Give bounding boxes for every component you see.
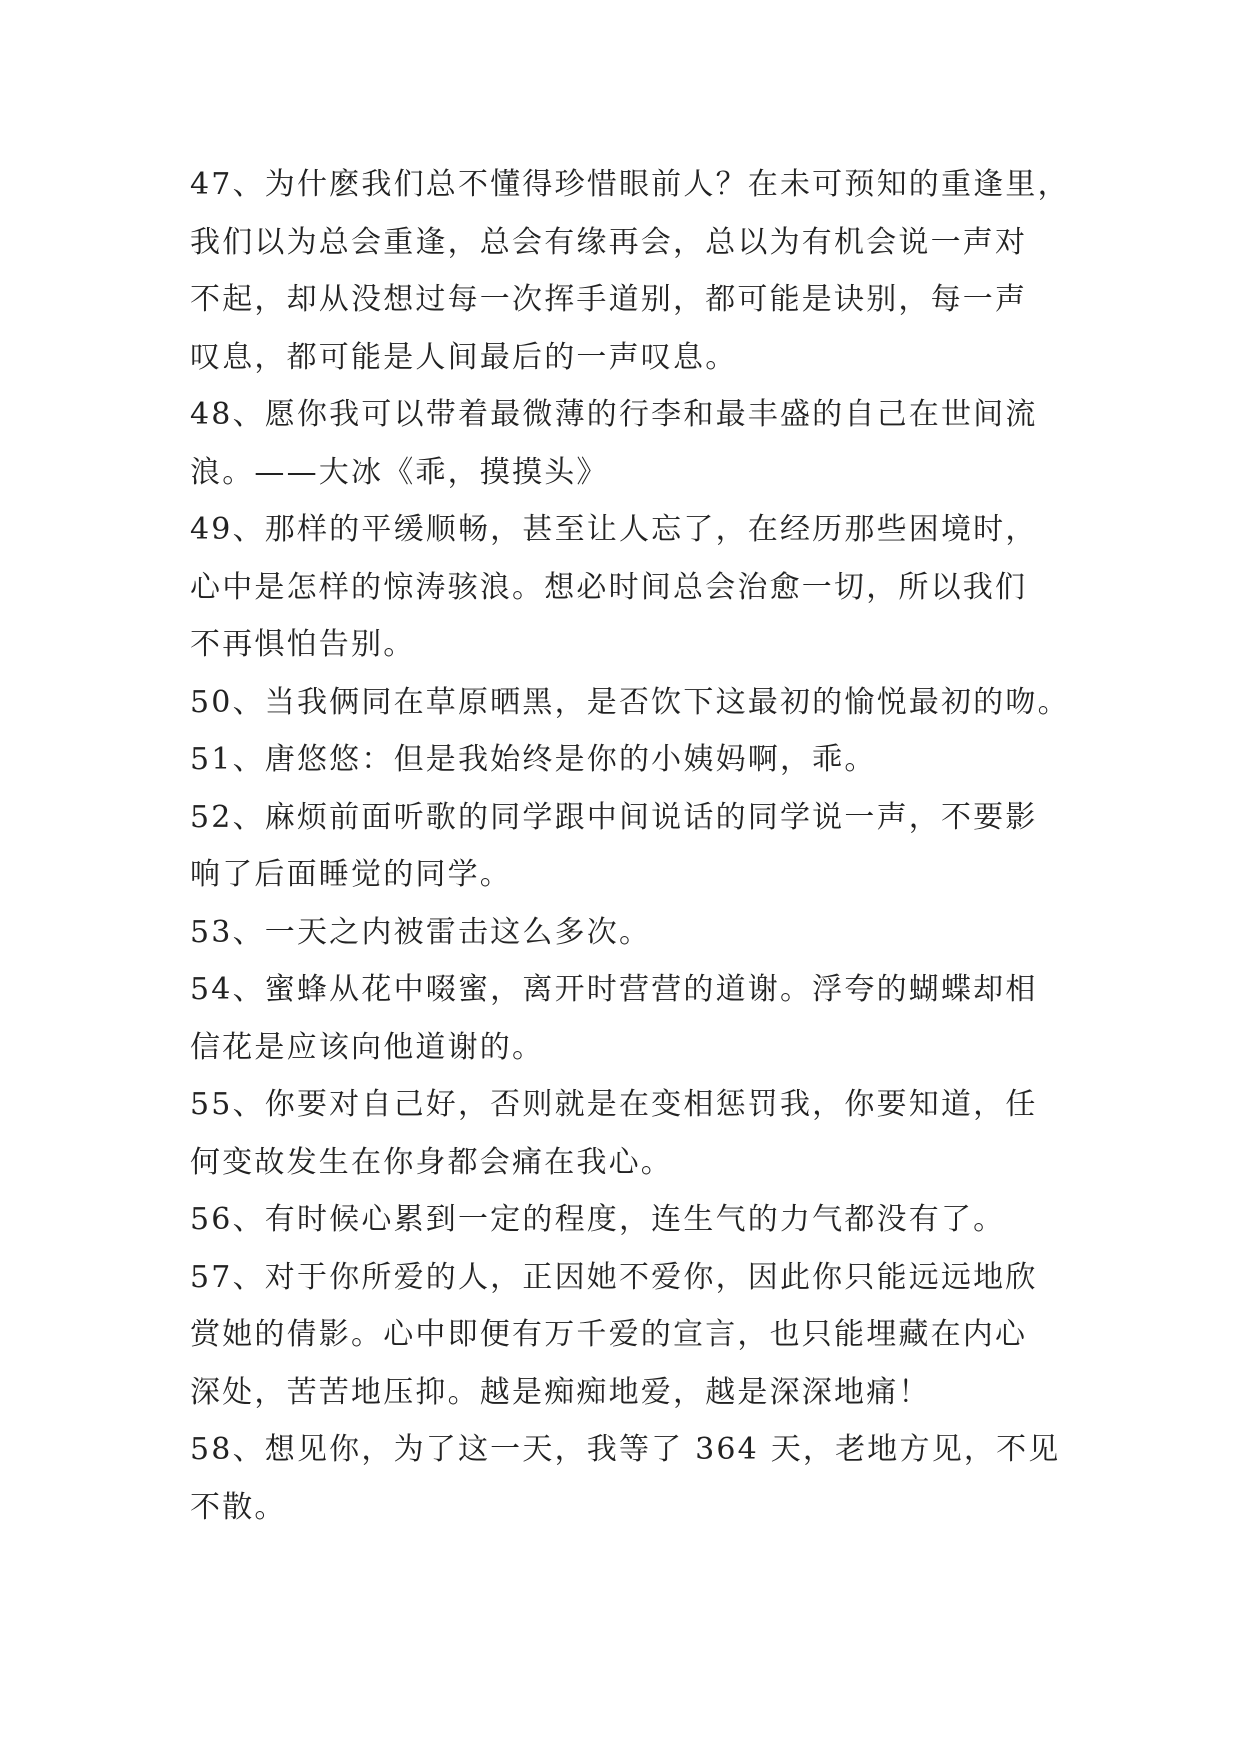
text-line: 何变故发生在你身都会痛在我心。	[190, 1144, 673, 1180]
text-line: 54、蜜蜂从花中啜蜜，离开时营营的道谢。浮夸的蝴蝶却相	[190, 972, 1038, 1007]
text-line: 响了后面睡觉的同学。	[190, 857, 512, 892]
text-line: 55、你要对自己好，否则就是在变相惩罚我，你要知道，任	[190, 1087, 1038, 1122]
text-line: 57、对于你所爱的人，正因她不爱你，因此你只能远远地欣	[190, 1259, 1038, 1295]
text-line: 心中是怎样的惊涛骇浪。想必时间总会治愈一切，所以我们	[190, 569, 1028, 605]
text-line: 我们以为总会重逢，总会有缘再会，总以为有机会说一声对	[190, 224, 1028, 260]
text-line: 48、愿你我可以带着最微薄的行李和最丰盛的自己在世间流	[190, 397, 1038, 432]
text-line: 叹息，都可能是人间最后的一声叹息。	[190, 339, 738, 375]
text-line: 49、那样的平缓顺畅，甚至让人忘了，在经历那些困境时，	[190, 512, 1038, 547]
text-line: 53、一天之内被雷击这么多次。	[190, 914, 652, 950]
text-line: 50、当我俩同在草原晒黑，是否饮下这最初的愉悦最初的吻。	[190, 684, 1070, 720]
text-line: 51、唐悠悠：但是我始终是你的小姨妈啊，乖。	[190, 742, 877, 777]
text-line: 47、为什麽我们总不懂得珍惜眼前人？在未可预知的重逢里，	[190, 167, 1070, 202]
text-line: 52、麻烦前面听歌的同学跟中间说话的同学说一声，不要影	[190, 799, 1038, 835]
text-line: 浪。——大冰《乖，摸摸头》	[190, 454, 609, 490]
text-line: 不散。	[190, 1489, 287, 1525]
text-line: 不再惧怕告别。	[190, 627, 416, 662]
text-line: 信花是应该向他道谢的。	[190, 1029, 545, 1065]
text-line: 58、想见你，为了这一天，我等了 364 天，老地方见，不见	[190, 1432, 1061, 1467]
document-body	[190, 156, 1090, 1536]
text-line: 深处，苦苦地压抑。越是痴痴地爱，越是深深地痛！	[190, 1374, 931, 1410]
text-line: 56、有时候心累到一定的程度，连生气的力气都没有了。	[190, 1202, 1006, 1237]
text-line: 赏她的倩影。心中即便有万千爱的宣言，也只能埋藏在内心	[190, 1317, 1028, 1352]
text-line: 不起，却从没想过每一次挥手道别，都可能是诀别，每一声	[190, 282, 1028, 317]
